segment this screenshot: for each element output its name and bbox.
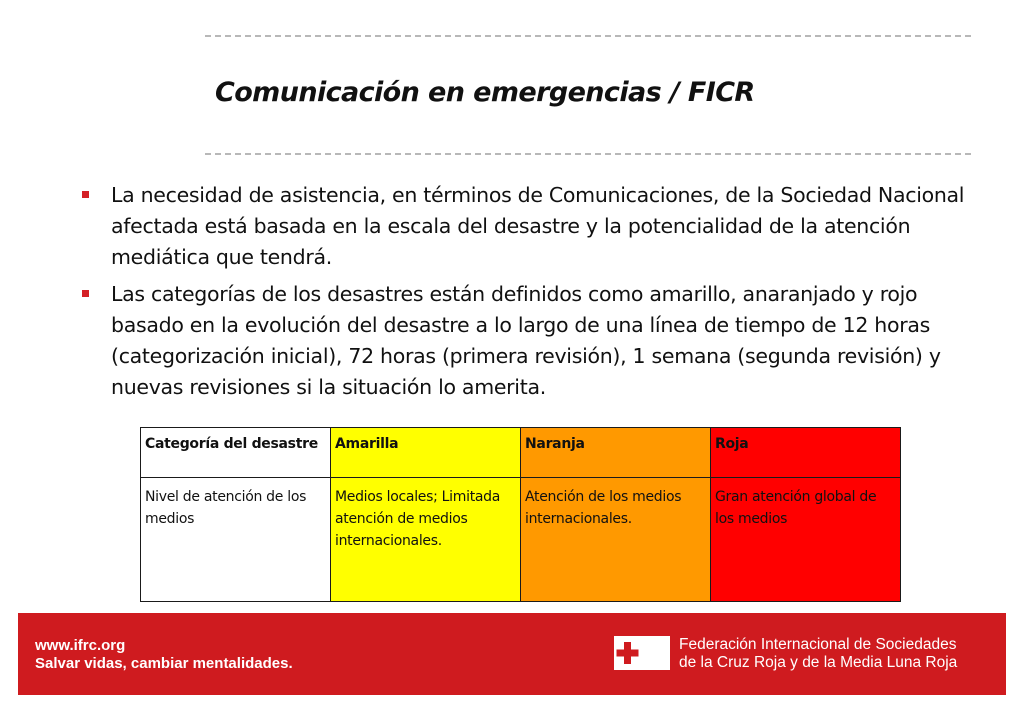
organization-name-line2: de la Cruz Roja y de la Media Luna Roja <box>679 654 958 671</box>
footer-url[interactable]: www.ifrc.org <box>35 637 126 654</box>
bullet-list <box>82 180 982 409</box>
header-naranja: Naranja <box>521 428 711 478</box>
cell-media-level-label: Nivel de atención de los medios <box>141 478 331 602</box>
slide-title: Comunicación en emergencias / FICR <box>215 77 755 108</box>
organization-name <box>679 636 957 672</box>
table-header-row <box>141 428 901 478</box>
cell-naranja-media: Atención de los medios internacionales. <box>521 478 711 602</box>
header-amarilla: Amarilla <box>331 428 521 478</box>
top-dashed-rule <box>205 35 971 37</box>
header-roja: Roja <box>711 428 901 478</box>
bullet-item <box>82 180 982 273</box>
header-category: Categoría del desastre <box>141 428 331 478</box>
bottom-dashed-rule <box>205 153 971 155</box>
square-bullet-icon <box>82 191 89 198</box>
table-row <box>141 478 901 602</box>
bullet-text: La necesidad de asistencia, en términos de Comunicaciones, de la Sociedad Nacional afectada está basada en la escala del desastre y la potencialidad de la atención mediática que tendrá. <box>111 183 965 269</box>
footer-tagline: Salvar vidas, cambiar mentalidades. <box>35 655 293 672</box>
disaster-category-table <box>140 427 901 602</box>
bullet-item <box>82 279 982 403</box>
cell-amarilla-media: Medios locales; Limitada atención de medios internacionales. <box>331 478 521 602</box>
footer-bar <box>18 613 1006 695</box>
square-bullet-icon <box>82 290 89 297</box>
red-cross-red-crescent-emblem-icon <box>614 636 670 670</box>
bullet-text: Las categorías de los desastres están definidos como amarillo, anaranjado y rojo basado en la evolución del desastre a lo largo de una línea de tiempo de 12 horas (categorización inicial), 72 horas (primera revisión), 1 semana (segunda revisión) y nuevas revisiones si la situación lo amerita. <box>111 282 941 399</box>
organization-name-line1: Federación Internacional de Sociedades <box>679 636 957 653</box>
cell-roja-media: Gran atención global de los medios <box>711 478 901 602</box>
